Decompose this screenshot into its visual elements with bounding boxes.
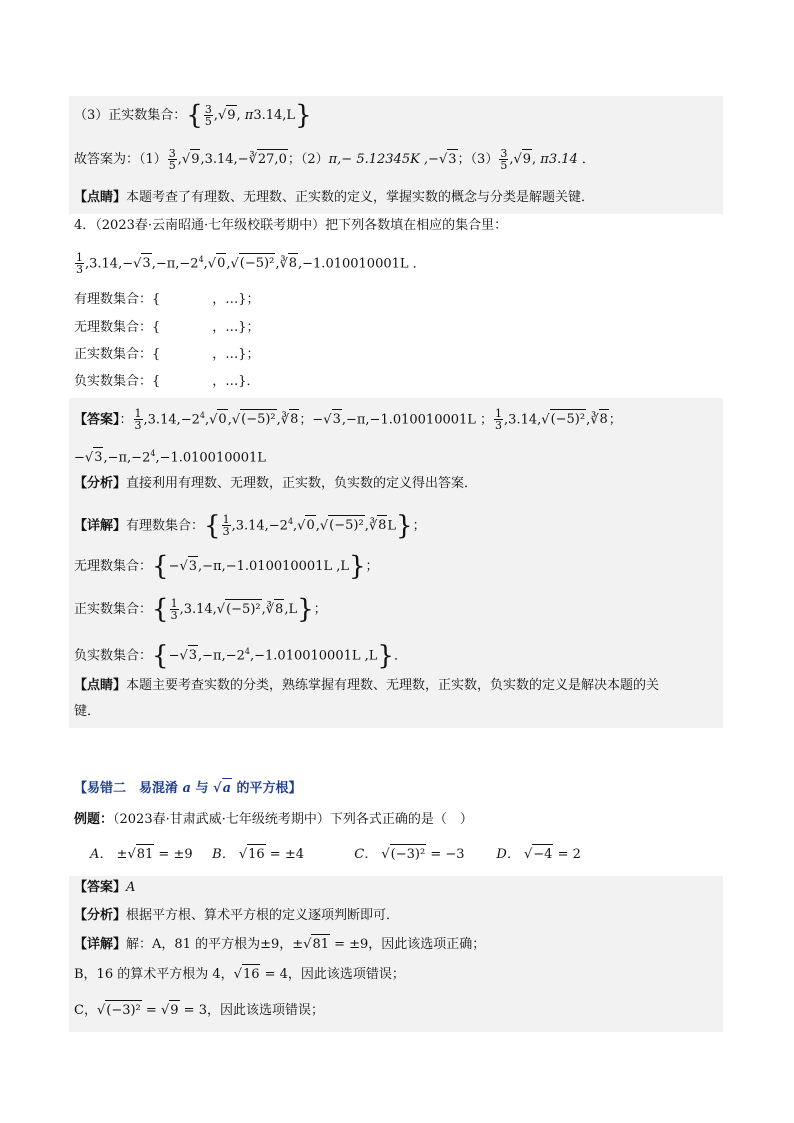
q4-xiangjie-rational: 【详解】有理数集合：{ $\frac{1}{3}$ $,3.14,-2^4,√0,√(-5)^2,∛8L$}； bbox=[74, 510, 426, 541]
set-blank-negative: 负实数集合：{ ，…}． bbox=[74, 374, 260, 389]
set-blank-rational: 有理数集合：{ ，…}； bbox=[74, 292, 260, 307]
set-blank-irrational: 无理数集合：{ ，…}； bbox=[74, 320, 260, 335]
q4-negative-set: 负实数集合：{$-√3,-\pi,-2^4,-1.010010001L$ ,L}． bbox=[74, 640, 407, 671]
xiangjie-line2: B，16 的算术平方根为 4，√16 = 4，因此该选项错误； bbox=[74, 964, 405, 985]
q3-positive-set-line: （3）正实数集合：{ $\frac{3}{5}$ ,√9, π3.14,L} bbox=[74, 100, 312, 131]
option-c[interactable]: C． √(−3)² = −3 bbox=[354, 844, 492, 865]
q4-irrational-set: 无理数集合：{−√3,−π,−1.010010001L ,L}； bbox=[74, 551, 379, 582]
example-fenxi: 【分析】根据平方根、算术平方根的定义逐项判断即可． bbox=[74, 908, 400, 923]
q4-dianjing: 【点睛】本题主要考查实数的分类，熟练掌握有理数、无理数，正实数，负实数的定义是解决本题的关 bbox=[74, 678, 660, 693]
q4-dianjing-cont: 键． bbox=[74, 704, 101, 719]
q4-positive-set: 正实数集合：{ $\frac{1}{3}$ ,3.14,√(−5)²,∛8,L}； bbox=[74, 594, 327, 625]
q4-answer-line2: $-√3,-\pi,-2^4,-1.010010001L$ bbox=[74, 444, 266, 468]
q4-fenxi: 【分析】直接利用有理数、无理数，正实数，负实数的定义得出答案． bbox=[74, 476, 478, 491]
fraction-3-5: $\frac{3}{5}$ bbox=[204, 103, 212, 128]
option-d[interactable]: D． √−4 = 2 bbox=[496, 844, 580, 865]
example-question: 例题：（2023春·甘肃武威·七年级统考期中）下列各式正确的是（ ） bbox=[74, 812, 473, 827]
xiangjie-line3: C，√(−3)² = √9 = 3，因此该选项错误； bbox=[74, 1000, 324, 1021]
set-blank-positive: 正实数集合：{ ，…}； bbox=[74, 347, 260, 362]
q4-number-list: $\frac{1}{3}$ $,3.14,-√3,-\pi,-2^4,√0,√(-5)^2,∛8,-1.010010001L$ ． bbox=[76, 251, 426, 277]
q4-title: 4．（2023春·云南昭通·七年级校联考期中）把下列各数填在相应的集合里： bbox=[74, 218, 508, 233]
q4-answer-line1: 【答案】： $\frac{1}{3}$ $,3.14,-2^4,√0,√(-5)^2,∛8$；−√3,−π,−1.010010001L ； $\frac{1}{3}$ ,3.14,√(−5)²,∛8； bbox=[74, 407, 622, 433]
section-heading: 【易错二 易混淆 a 与 √a 的平方根】 bbox=[74, 778, 302, 799]
xiangjie-line1: 【详解】解：A，81 的平方根为±9，±√81 = ±9，因此该选项正确； bbox=[74, 934, 485, 955]
example-answer: 【答案】A bbox=[74, 880, 136, 895]
answer-summary-line: 故答案为：（1） $\frac{3}{5}$ ,√9,3.14,−∛27,0；（2）π,− 5.12345K ,−√3；（3） $\frac{3}{5}$ ,√9, π3.14 ． bbox=[74, 147, 595, 172]
dianjing-1: 【点睛】本题考查了有理数、无理数、正实数的定义，掌握实数的概念与分类是解题关键． bbox=[74, 190, 595, 205]
options-row bbox=[90, 844, 581, 865]
option-b[interactable]: B． √16 = ±4 bbox=[212, 844, 350, 865]
option-a[interactable]: A． ±√81 = ±9 bbox=[90, 844, 208, 865]
